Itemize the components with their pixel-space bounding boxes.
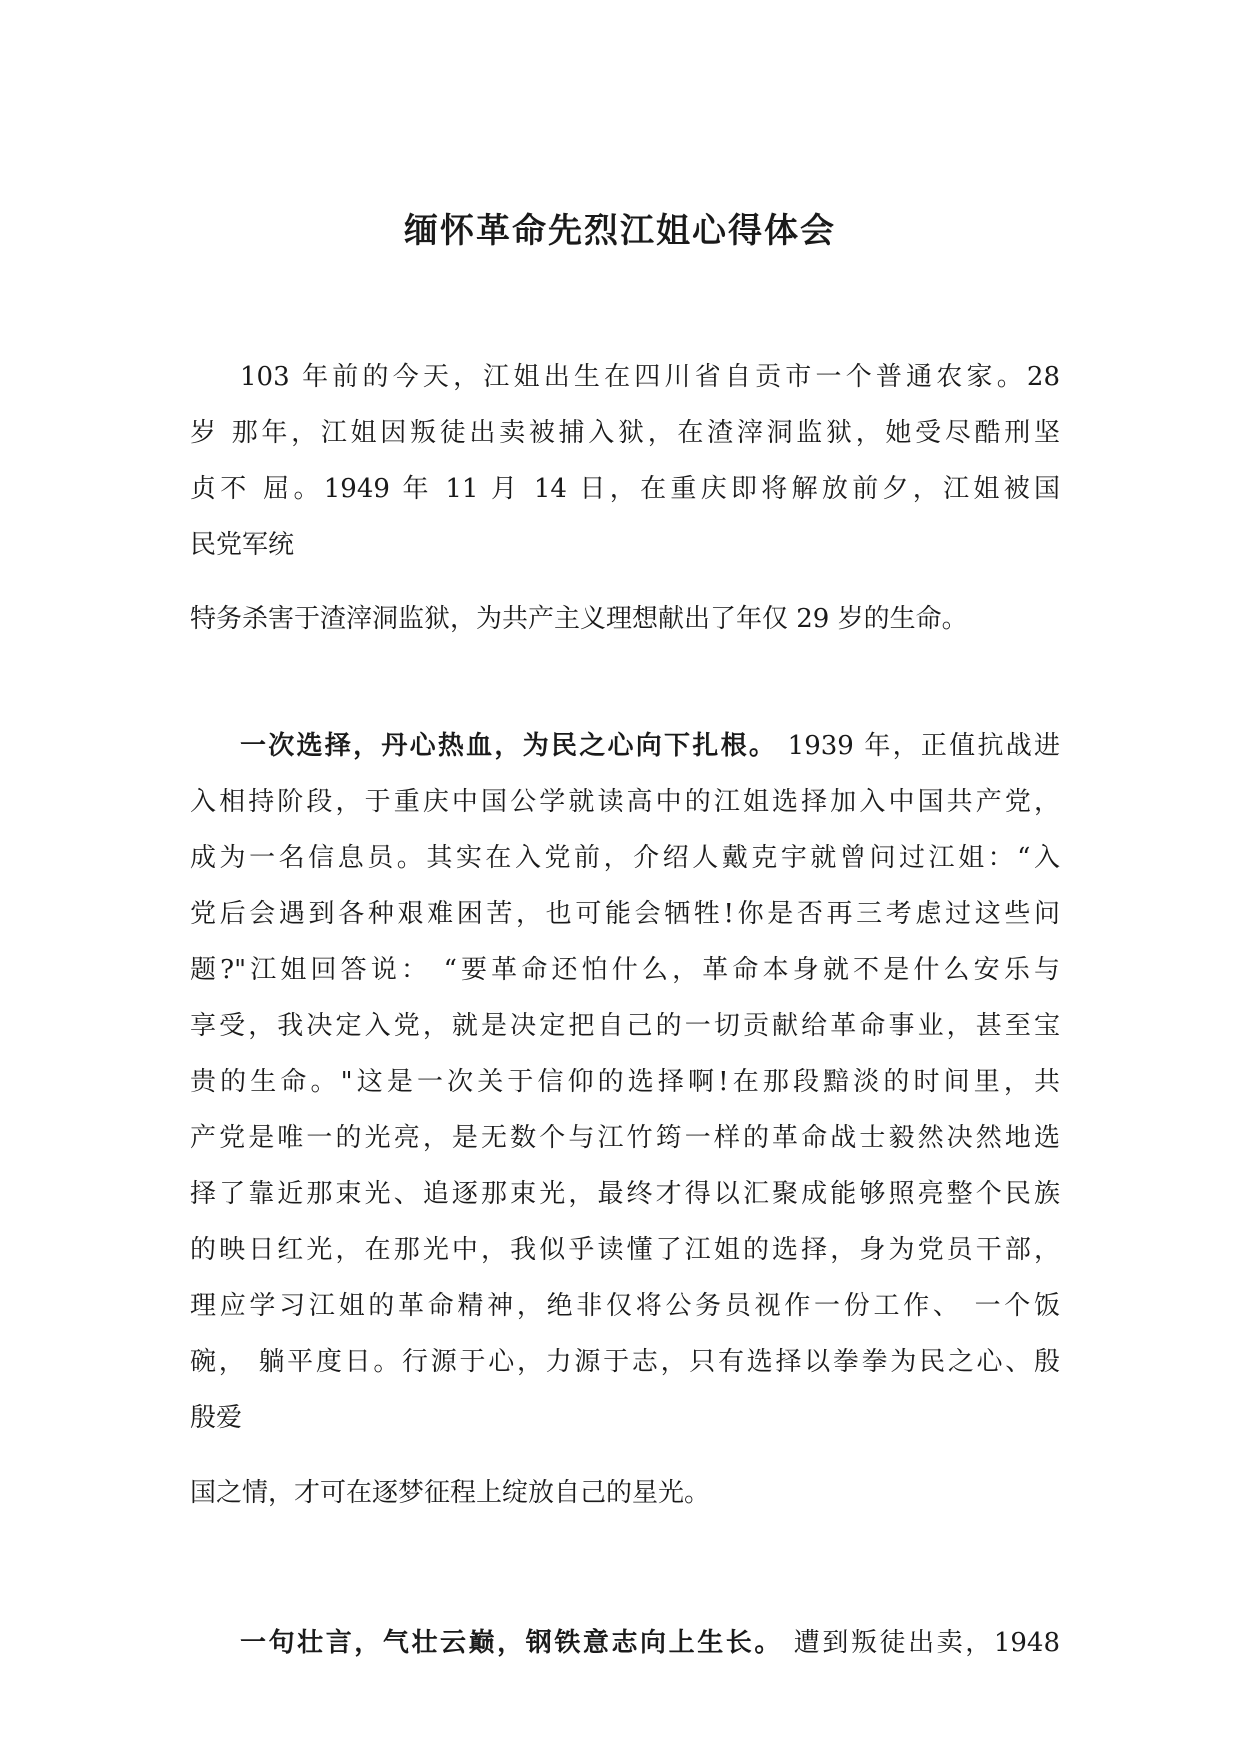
paragraph-1-line-3: 贞不 屈。1949 年 11 月 14 日，在重庆即将解放前夕，江姐被国 bbox=[190, 474, 1060, 504]
paragraph-3-first-line-rest: 1939 年，正值抗战进 bbox=[777, 731, 1060, 761]
paragraph-3-line-4: 党后会遇到各种艰难困苦，也可能会牺牲!你是否再三考虑过这些问 bbox=[190, 899, 1060, 929]
paragraph-3-line-13: 殷爱 bbox=[190, 1403, 243, 1433]
paragraph-4-line-1: 国之情，才可在逐梦征程上绽放自己的星光。 bbox=[190, 1478, 711, 1508]
paragraph-3-line-12: 碗， 躺平度日。行源于心，力源于志，只有选择以拳拳为民之心、殷 bbox=[190, 1347, 1060, 1377]
paragraph-3-lead: 一次选择，丹心热血，为民之心向下扎根。 bbox=[240, 731, 778, 761]
paragraph-3-line-2: 入相持阶段，于重庆中国公学就读高中的江姐选择加入中国共产党， bbox=[190, 787, 1060, 817]
paragraph-3-line-11: 理应学习江姐的革命精神，绝非仅将公务员视作一份工作、 一个饭 bbox=[190, 1291, 1060, 1321]
paragraph-1-line-1: 103 年前的今天，江姐出生在四川省自贡市一个普通农家。28 bbox=[240, 362, 1060, 392]
paragraph-3-line-8: 产党是唯一的光亮，是无数个与江竹筠一样的革命战士毅然决然地选 bbox=[190, 1123, 1060, 1153]
paragraph-1-line-2: 岁 那年，江姐因叛徒出卖被捕入狱，在渣滓洞监狱，她受尽酷刑坚 bbox=[190, 418, 1060, 448]
paragraph-3-line-5: 题?"江姐回答说： “要革命还怕什么，革命本身就不是什么安乐与 bbox=[190, 955, 1060, 985]
paragraph-3-line-9: 择了靠近那束光、追逐那束光，最终才得以汇聚成能够照亮整个民族 bbox=[190, 1179, 1060, 1209]
paragraph-3-line-1 bbox=[190, 731, 1060, 762]
paragraph-3-line-6: 享受，我决定入党，就是决定把自己的一切贡献给革命事业，甚至宝 bbox=[190, 1011, 1060, 1041]
paragraph-3-line-10: 的映日红光，在那光中，我似乎读懂了江姐的选择，身为党员干部， bbox=[190, 1235, 1060, 1265]
paragraph-5-lead: 一句壮言，气壮云巅，钢铁意志向上生长。 bbox=[240, 1628, 783, 1658]
paragraph-5-first-line-rest: 遭到叛徒出卖，1948 bbox=[782, 1628, 1060, 1658]
paragraph-3-line-7: 贵的生命。"这是一次关于信仰的选择啊!在那段黯淡的时间里，共 bbox=[190, 1067, 1060, 1097]
paragraph-2-line-1: 特务杀害于渣滓洞监狱，为共产主义理想献出了年仅 29 岁的生命。 bbox=[190, 604, 968, 634]
paragraph-5-line-1 bbox=[190, 1628, 1060, 1659]
document-title: 缅怀革命先烈江姐心得体会 bbox=[404, 211, 836, 251]
paragraph-3-line-3: 成为一名信息员。其实在入党前，介绍人戴克宇就曾问过江姐：“入 bbox=[190, 843, 1060, 873]
paragraph-1-line-4: 民党军统 bbox=[190, 530, 295, 560]
